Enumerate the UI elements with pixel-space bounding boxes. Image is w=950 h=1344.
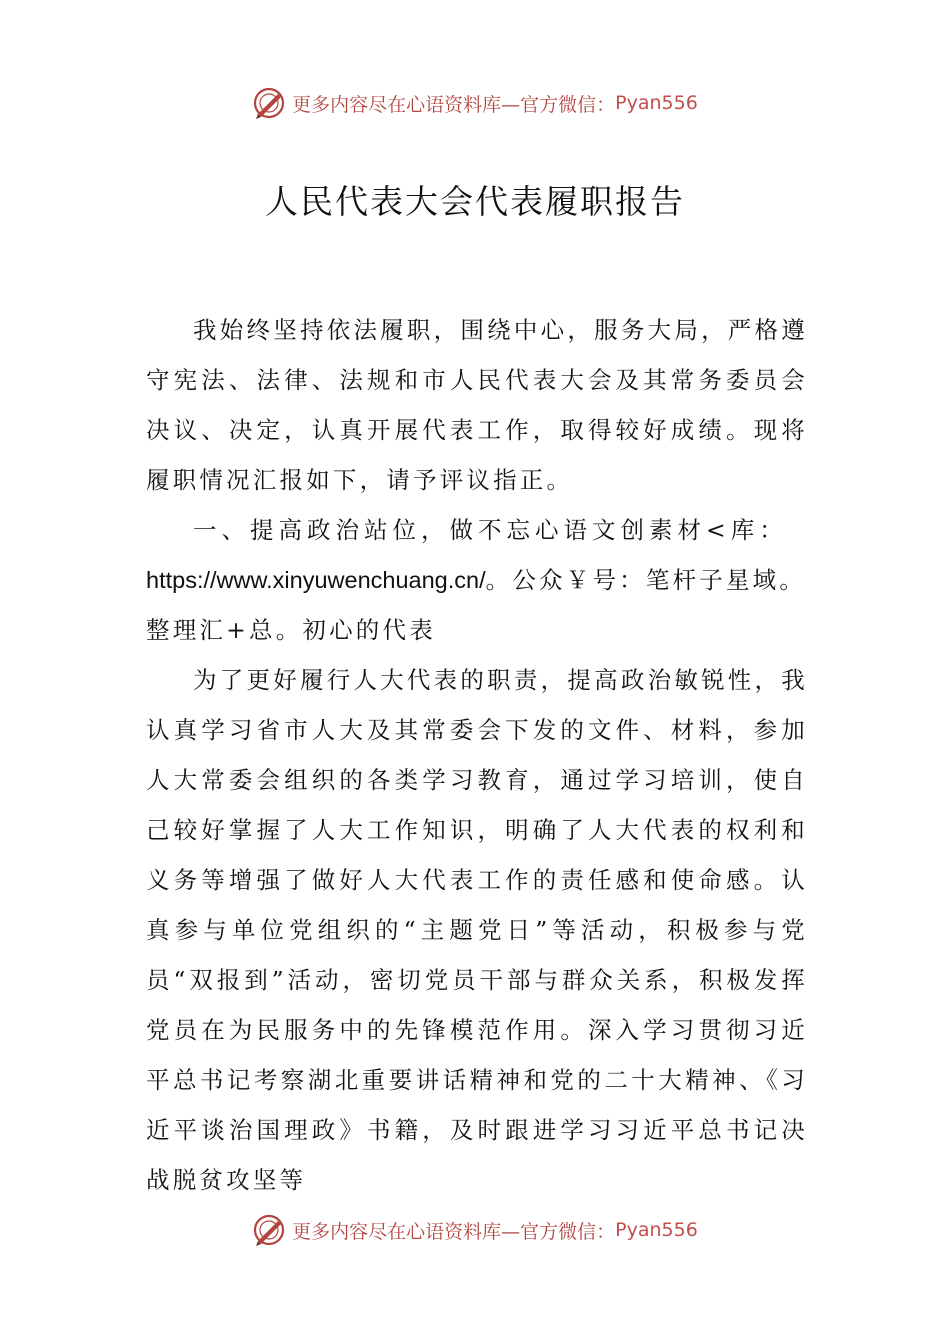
- document-title: 人民代表大会代表履职报告: [265, 182, 685, 221]
- watermark-wechat-id: Pyan556: [615, 1219, 698, 1241]
- section-heading-url-line: [146, 555, 808, 605]
- section-heading-part1: 一、提高政治站位，做不忘心语文创素材<库：: [193, 516, 788, 544]
- pen-logo-icon: [252, 1213, 286, 1247]
- section-heading: [146, 505, 808, 555]
- watermark-banner-top: [0, 83, 950, 123]
- body-paragraph: 为了更好履行人大代表的职责，提高政治敏锐性，我认真学习省市人大及其常委会下发的文件、材料，参加人大常委会组织的各类学习教育，通过学习培训，使自己较好掌握了人大工作知识，明确了人大代表的权利和义务等增强了做好人大代表工作的责任感和使命感。认真参与单位党组织的“主题党日”等活动，积极参与党员“双报到”活动，密切党员干部与群众关系，积极发挥党员在为民服务中的先锋模范作用。深入学习贯彻习近平总书记考察湖北重要讲话精神和党的二十大精神、《习近平谈治国理政》书籍，及时跟进学习习近平总书记决战脱贫攻坚等: [146, 666, 808, 1194]
- watermark-banner-bottom: [0, 1210, 950, 1250]
- intro-paragraph: 我始终坚持依法履职，围绕中心，服务大局，严格遵守宪法、法律、法规和市人民代表大会及其常务委员会决议、决定，认真开展代表工作，取得较好成绩。现将履职情况汇报如下，请予评议指正。: [146, 316, 808, 494]
- pen-logo-icon: [252, 86, 286, 120]
- watermark-text: 更多内容尽在心语资料库—官方微信：: [292, 93, 616, 116]
- document-body: [146, 305, 808, 1205]
- watermark-wechat-id: Pyan556: [615, 92, 698, 114]
- section-heading-tail-line: [146, 605, 808, 655]
- section-heading-part2: 。公众￥号：笔杆子星域。: [485, 566, 807, 594]
- source-url-link[interactable]: https://www.xinyuwenchuang.cn/: [146, 567, 486, 593]
- section-heading-part3: 整理汇+总。初心的代表: [146, 616, 436, 644]
- watermark-text: 更多内容尽在心语资料库—官方微信：: [292, 1220, 616, 1243]
